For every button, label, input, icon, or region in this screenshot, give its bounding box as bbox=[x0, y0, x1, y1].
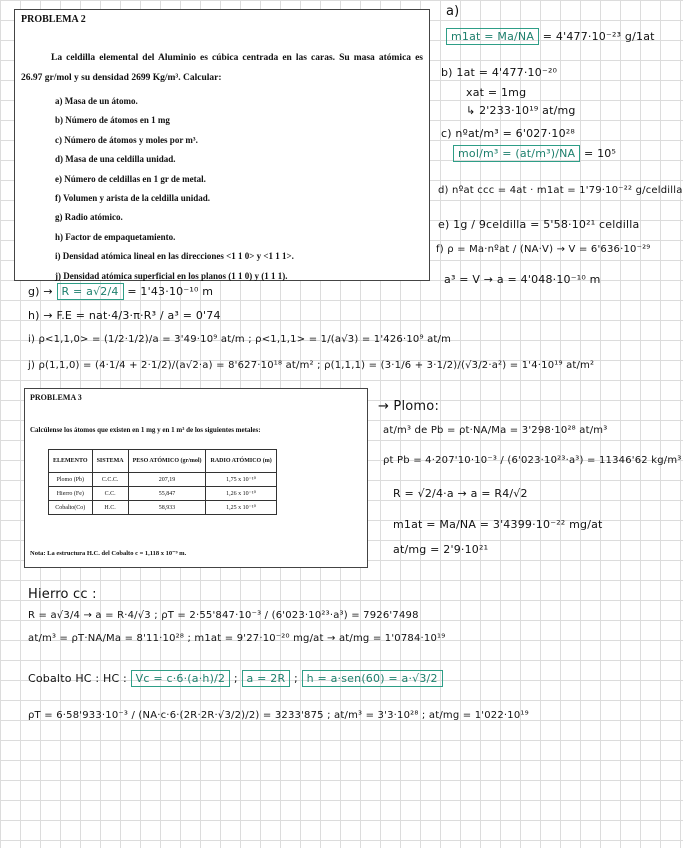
problem3-note: Nota: La estructura H.C. del Cobalto c = 1,118 x 10⁻⁹ m. bbox=[30, 550, 187, 557]
table-cell: 207,19 bbox=[128, 473, 206, 487]
table-cell: 1,25 x 10⁻¹⁰ bbox=[206, 501, 276, 515]
table-cell: 1,75 x 10⁻¹⁰ bbox=[206, 473, 276, 487]
table-cell: 58,933 bbox=[128, 501, 206, 515]
note-co-row: Cobalto HC : HC : Vc = c·6·(a·h)/2 ; a = 2R ; h = a·sen(60) = a·√3/2 bbox=[28, 672, 443, 685]
note-b-line3: ↳ 2'233·10¹⁹ at/mg bbox=[466, 104, 576, 117]
table-row bbox=[49, 487, 277, 501]
note-co-box1: Vc = c·6·(a·h)/2 bbox=[131, 670, 231, 687]
note-c-formula-box: mol/m³ = (at/m³)/NA bbox=[453, 145, 580, 162]
note-plomo-line2: ρt Pb = 4·207'10·10⁻³ / (6'023·10²³·a³) = 11346'62 kg/m³ bbox=[383, 455, 682, 466]
table-header: SISTEMA bbox=[92, 450, 128, 473]
table-header-row bbox=[49, 450, 277, 473]
note-co-title: Cobalto HC : bbox=[28, 672, 100, 685]
note-b-line1: b) 1at = 4'477·10⁻²⁰ bbox=[441, 66, 558, 79]
list-item: c) Número de átomos y moles por m³. bbox=[55, 134, 198, 145]
table-header: RADIO ATÓMICO (m) bbox=[206, 450, 276, 473]
note-d: d) nºat ccc = 4at · m1at = 1'79·10⁻²² g/celdilla bbox=[438, 185, 683, 196]
note-co-box3: h = a·sen(60) = a·√3/2 bbox=[302, 670, 443, 687]
table-cell: Hierro (Fe) bbox=[49, 487, 93, 501]
metals-table bbox=[48, 449, 277, 515]
note-a-label: a) bbox=[446, 4, 460, 19]
list-item: d) Masa de una celdilla unidad. bbox=[55, 154, 176, 165]
note-g-result: = 1'43·10⁻¹⁰ m bbox=[127, 285, 214, 298]
table-header: ELEMENTO bbox=[49, 450, 93, 473]
note-a-result: = 4'477·10⁻²³ g/1at bbox=[542, 30, 655, 43]
list-item: f) Volumen y arista de la celdilla unidad. bbox=[55, 192, 211, 203]
note-g-formula-box: R = a√2/4 bbox=[57, 283, 124, 300]
note-h: h) → F.E = nat·4/3·π·R³ / a³ = 0'74 bbox=[28, 309, 221, 322]
table-cell: 55,847 bbox=[128, 487, 206, 501]
note-plomo-line3: R = √2/4·a → a = R4/√2 bbox=[393, 487, 528, 500]
list-item: g) Radio atómico. bbox=[55, 212, 123, 223]
list-item: h) Factor de empaquetamiento. bbox=[55, 231, 176, 242]
problem2-list bbox=[55, 92, 294, 286]
note-plomo-line5: at/mg = 2'9·10²¹ bbox=[393, 543, 489, 556]
list-item: e) Número de celdillas en 1 gr de metal. bbox=[55, 173, 206, 184]
problem2-box bbox=[14, 9, 430, 281]
problem3-box bbox=[24, 388, 368, 568]
note-f-line2: a³ = V → a = 4'048·10⁻¹⁰ m bbox=[444, 273, 601, 286]
table-cell: H.C. bbox=[92, 501, 128, 515]
note-co-box2: a = 2R bbox=[242, 670, 291, 687]
note-e: e) 1g / 9celdilla = 5'58·10²¹ celdilla bbox=[438, 218, 640, 231]
note-plomo-line1: at/m³ de Pb = ρt·NA/Ma = 3'298·10²⁸ at/m³ bbox=[383, 425, 608, 436]
problem2-title: PROBLEMA 2 bbox=[21, 14, 86, 25]
table-cell: Plomo (Pb) bbox=[49, 473, 93, 487]
note-f-line1: f) ρ = Ma·nºat / (NA·V) → V = 6'636·10⁻²⁹ bbox=[436, 244, 651, 255]
note-plomo-title: → Plomo: bbox=[378, 399, 440, 414]
table-row bbox=[49, 501, 277, 515]
note-fe-line1: R = a√3/4 → a = R·4/√3 ; ρT = 2·55'847·10⁻³ / (6'023·10²³·a³) = 7926'7498 bbox=[28, 610, 419, 621]
note-i: i) ρ<1,1,0> = (1/2·1/2)/a = 3'49·10⁹ at/m ; ρ<1,1,1> = 1/(a√3) = 1'426·10⁹ at/m bbox=[28, 334, 452, 345]
list-item: b) Número de átomos en 1 mg bbox=[55, 115, 170, 126]
note-plomo-line4: m1at = Ma/NA = 3'4399·10⁻²² mg/at bbox=[393, 518, 603, 531]
list-item: a) Masa de un átomo. bbox=[55, 96, 138, 106]
note-c-row bbox=[453, 147, 616, 160]
note-co-hc: HC : bbox=[103, 672, 127, 685]
note-fe-title: Hierro cc : bbox=[28, 587, 97, 602]
note-co-line1: ρT = 6·58'933·10⁻³ / (NA·c·6·(2R·2R·√3/2)/2) = 3233'875 ; at/m³ = 3'3·10²⁸ ; at/mg = 1'022·10¹⁹ bbox=[28, 710, 529, 721]
table-cell: C.C. bbox=[92, 487, 128, 501]
note-fe-line2: at/m³ = ρT·NA/Ma = 8'11·10²⁸ ; m1at = 9'27·10⁻²⁰ mg/at → at/mg = 1'0784·10¹⁹ bbox=[28, 633, 446, 644]
list-item: j) Densidad atómica superficial en los planos (1 1 0) y (1 1 1). bbox=[55, 270, 288, 281]
note-g-row bbox=[28, 285, 213, 298]
note-a-formula-box: m1at = Ma/NA bbox=[446, 28, 539, 45]
problem2-intro: La celdilla elemental del Aluminio es cúbica centrada en las caras. Su masa atómica es 26.97 gr/mol y su densidad 2699 Kg/m³. Calcular: bbox=[21, 53, 423, 83]
note-g-label: g) → bbox=[28, 285, 53, 298]
note-c-result: = 10⁵ bbox=[583, 147, 617, 160]
note-c-line1: c) nºat/m³ = 6'027·10²⁸ bbox=[441, 127, 576, 140]
list-item: i) Densidad atómica lineal en las direcciones <1 1 0> y <1 1 1>. bbox=[55, 251, 294, 262]
table-row bbox=[49, 473, 277, 487]
table-cell: 1,26 x 10⁻¹⁰ bbox=[206, 487, 276, 501]
problem3-title: PROBLEMA 3 bbox=[30, 393, 82, 402]
problem3-intro: Calcúlense los átomos que existen en 1 mg y en 1 m³ de los siguientes metales: bbox=[30, 426, 261, 434]
note-j: j) ρ(1,1,0) = (4·1/4 + 2·1/2)/(a√2·a) = 8'627·10¹⁸ at/m² ; ρ(1,1,1) = (3·1/6 + 3·1/2)/(√3/2·a²) = 1'4·10¹⁹ at/m² bbox=[28, 360, 595, 371]
table-cell: Cobalto(Co) bbox=[49, 501, 93, 515]
note-b-line2: xat = 1mg bbox=[466, 86, 527, 99]
table-header: PESO ATÓMICO (gr/mol) bbox=[128, 450, 206, 473]
note-a-row bbox=[446, 30, 655, 43]
table-cell: C.C.C. bbox=[92, 473, 128, 487]
